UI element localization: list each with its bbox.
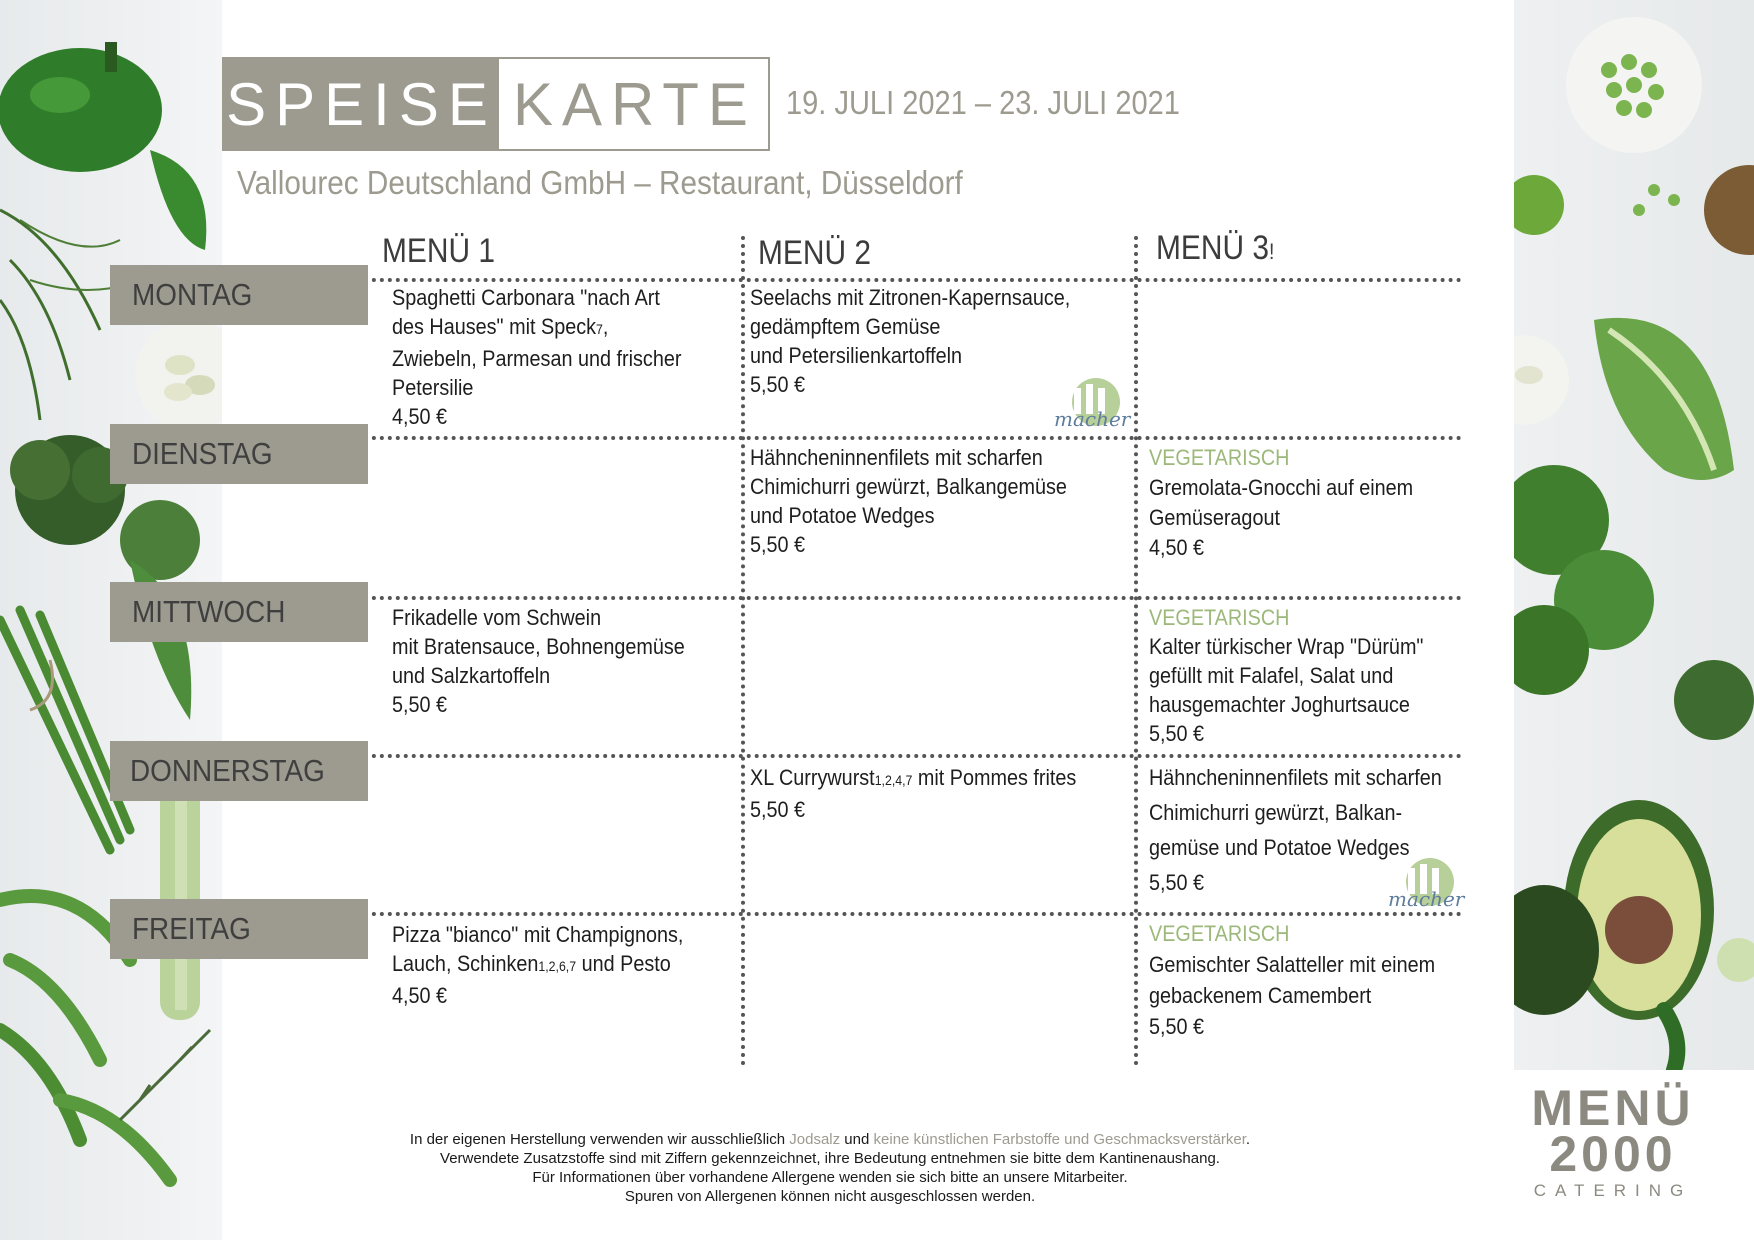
menu-mittwoch-1: Frikadelle vom Schwein mit Bratensauce, Bohnengemüse und Salzkartoffeln 5,50 € bbox=[392, 605, 685, 717]
price: 5,50 € bbox=[1149, 870, 1205, 895]
price: 4,50 € bbox=[1149, 535, 1205, 560]
price: 5,50 € bbox=[750, 532, 806, 557]
title-karte: KARTE bbox=[513, 70, 757, 138]
menu-dienstag-3: VEGETARISCH Gremolata-Gnocchi auf einem Gemüseragout 4,50 € bbox=[1149, 443, 1413, 563]
menu-montag-1: Spaghetti Carbonara "nach Art des Hauses" mit Speck7, Zwiebeln, Parmesan und frischer Petersilie 4,50 € bbox=[392, 285, 682, 429]
fitmacher-badge-icon bbox=[1388, 856, 1466, 912]
row-divider-montag bbox=[332, 278, 1462, 282]
footer-notes bbox=[330, 1130, 1330, 1206]
menu-freitag-3: VEGETARISCH Gemischter Salatteller mit einem gebackenem Camembert 5,50 € bbox=[1149, 918, 1435, 1042]
row-divider-freitag bbox=[332, 912, 1462, 916]
footer-line-1: In der eigenen Herstellung verwenden wir ausschließlich Jodsalz und keine künstlichen Farbstoffe und Geschmacksverstärker. bbox=[409, 1131, 1251, 1148]
row-divider-dienstag bbox=[332, 436, 1462, 440]
title-speise: SPEISE bbox=[224, 59, 499, 149]
vegetable-photo-right bbox=[1514, 0, 1754, 1070]
menu2000-logo: MENÜ 2000 CATERING bbox=[1531, 1080, 1695, 1200]
footer-line-4: Spuren von Allergenen können nicht ausgeschlossen werden. bbox=[624, 1188, 1036, 1205]
row-divider-mittwoch bbox=[332, 596, 1462, 600]
price: 5,50 € bbox=[1149, 1014, 1205, 1039]
price: 4,50 € bbox=[392, 404, 448, 429]
vegetarian-tag: VEGETARISCH bbox=[1149, 605, 1290, 630]
day-label-mittwoch: MITTWOCH bbox=[110, 582, 368, 642]
menu-donnerstag-2: XL Currywurst1,2,4,7 mit Pommes frites 5,50 € bbox=[750, 765, 1077, 822]
footer-line-2: Verwendete Zusatzstoffe sind mit Ziffern gekennzeichnet, ihre Bedeutung entnehmen sie bitte dem Kantinenaushang. bbox=[440, 1150, 1220, 1167]
footer-line-3: Für Informationen über vorhandene Allergene wenden sie sich bitte an unsere Mitarbeiter. bbox=[532, 1169, 1128, 1186]
row-divider-donnerstag bbox=[332, 754, 1462, 758]
column-header-menu-3: MENÜ 3! bbox=[1156, 229, 1275, 267]
vegetarian-tag: VEGETARISCH bbox=[1149, 921, 1290, 946]
price: 5,50 € bbox=[750, 797, 806, 822]
title-box bbox=[222, 57, 770, 151]
svg-text:macher: macher bbox=[1388, 887, 1465, 911]
date-range: 19. JULI 2021 – 23. JULI 2021 bbox=[786, 84, 1180, 121]
menu-mittwoch-3: VEGETARISCH Kalter türkischer Wrap "Dürüm" gefüllt mit Falafel, Salat und hausgemachter Joghurtsauce 5,50 € bbox=[1149, 605, 1424, 746]
column-header-menu-1: MENÜ 1 bbox=[382, 232, 496, 270]
day-label-montag: MONTAG bbox=[110, 265, 368, 325]
column-divider-1 bbox=[741, 236, 745, 1066]
menu-montag-2: Seelachs mit Zitronen-Kapernsauce, gedämpftem Gemüse und Petersilienkartoffeln 5,50 € bbox=[750, 285, 1071, 397]
column-header-menu-2: MENÜ 2 bbox=[758, 234, 872, 272]
menu-donnerstag-3: Hähncheninnenfilets mit scharfen Chimichurri gewürzt, Balkan- gemüse und Potatoe Wedges 5,50 € bbox=[1149, 760, 1442, 900]
day-label-freitag: FREITAG bbox=[110, 899, 368, 959]
svg-text:macher: macher bbox=[1054, 407, 1131, 431]
vegetarian-tag: VEGETARISCH bbox=[1149, 445, 1290, 470]
fitmacher-badge-icon bbox=[1054, 376, 1132, 432]
price: 5,50 € bbox=[750, 372, 806, 397]
day-label-donnerstag: DONNERSTAG bbox=[110, 741, 368, 801]
column-divider-2 bbox=[1134, 236, 1138, 1066]
day-label-dienstag: DIENSTAG bbox=[110, 424, 368, 484]
restaurant-subtitle: Vallourec Deutschland GmbH – Restaurant, Düsseldorf bbox=[237, 164, 963, 201]
price: 5,50 € bbox=[1149, 721, 1205, 746]
price: 5,50 € bbox=[392, 692, 448, 717]
menu-freitag-1: Pizza "bianco" mit Champignons, Lauch, Schinken1,2,6,7 und Pesto 4,50 € bbox=[392, 922, 684, 1008]
price: 4,50 € bbox=[392, 983, 448, 1008]
menu-dienstag-2: Hähncheninnenfilets mit scharfen Chimichurri gewürzt, Balkangemüse und Potatoe Wedges 5,50 € bbox=[750, 445, 1067, 557]
